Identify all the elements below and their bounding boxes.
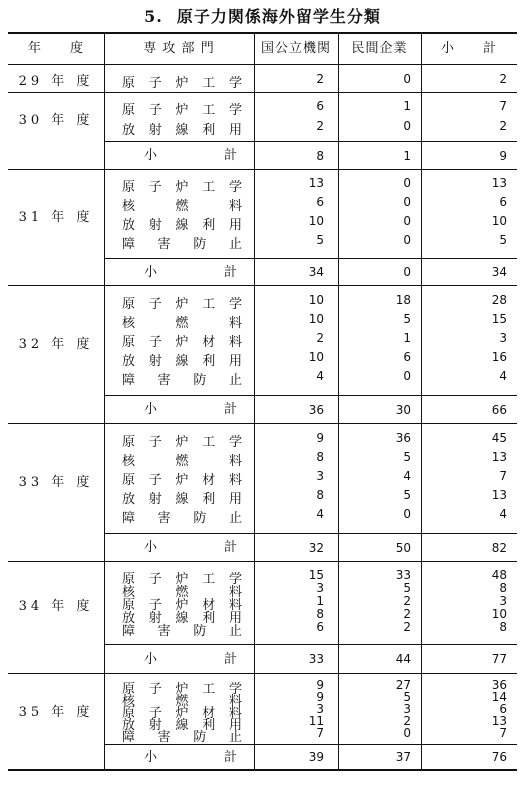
field-char: 炉 <box>175 435 189 450</box>
field-name <box>122 214 242 233</box>
year-label: 33 年 度 <box>18 475 94 490</box>
field-name <box>122 293 242 312</box>
field-char: 料 <box>228 454 242 469</box>
field-char: 用 <box>228 492 242 507</box>
public-count: 4 <box>316 369 324 383</box>
field-char: 止 <box>228 237 242 252</box>
field-char: 燃 <box>175 199 189 214</box>
public-count: 9 <box>316 690 324 704</box>
field-char: 料 <box>228 199 242 214</box>
subtotal-total: 34 <box>491 265 507 279</box>
year-label: 35 年 度 <box>18 705 94 720</box>
field-char: 材 <box>202 335 216 350</box>
subtotal-label: 計 <box>224 148 238 163</box>
subtotal-row <box>104 141 517 170</box>
field-char: 射 <box>148 123 162 138</box>
field-char: 学 <box>228 103 242 118</box>
field-char: 料 <box>228 316 242 331</box>
subtotal-public: 34 <box>308 265 324 279</box>
subtotal-label: 小 <box>144 402 158 417</box>
field-char: 利 <box>202 611 216 626</box>
public-count: 1 <box>316 594 324 608</box>
subtotal-row <box>104 258 517 286</box>
row-total: 13 <box>491 488 507 502</box>
field-name <box>122 488 242 507</box>
row-total: 7 <box>499 99 507 113</box>
row-total: 28 <box>491 293 507 307</box>
private-count: 18 <box>395 293 411 307</box>
field-char: 利 <box>202 218 216 233</box>
field-char: 原 <box>122 706 136 721</box>
field-char: 子 <box>148 706 162 721</box>
subtotal-total: 77 <box>491 652 507 666</box>
field-char: 線 <box>175 611 189 626</box>
row-total: 48 <box>491 568 507 582</box>
private-count: 0 <box>403 72 411 86</box>
field-char: 燃 <box>175 694 189 709</box>
field-char: 障 <box>122 373 136 388</box>
header-subtotal: 小 計 <box>440 41 497 56</box>
year-group <box>8 424 517 562</box>
private-count: 36 <box>395 431 411 445</box>
field-char: 核 <box>122 316 136 331</box>
field-char: 炉 <box>175 572 189 587</box>
field-char: 線 <box>175 218 189 233</box>
public-count: 3 <box>316 581 324 595</box>
field-char: 止 <box>228 511 242 526</box>
field-name <box>122 350 242 369</box>
field-char: 止 <box>228 373 242 388</box>
field-name <box>122 469 242 488</box>
field-char: 防 <box>193 624 207 639</box>
field-char: 学 <box>228 572 242 587</box>
private-count: 3 <box>403 702 411 716</box>
year-group <box>8 93 517 170</box>
row-total: 16 <box>491 350 507 364</box>
subtotal-label: 小 <box>144 750 158 765</box>
field-char: 料 <box>228 598 242 613</box>
row-total: 4 <box>499 507 507 521</box>
year-group <box>8 674 517 770</box>
row-total: 3 <box>499 594 507 608</box>
year-group <box>8 170 517 286</box>
row-total: 10 <box>491 214 507 228</box>
field-char: 工 <box>202 682 216 697</box>
private-count: 2 <box>403 714 411 728</box>
bottom-rule <box>8 770 517 771</box>
field-char: 材 <box>202 598 216 613</box>
field-name <box>122 312 242 331</box>
field-char: 原 <box>122 682 136 697</box>
public-count: 6 <box>316 99 324 113</box>
field-char: 放 <box>122 611 136 626</box>
field-char: 止 <box>228 624 242 639</box>
field-char: 炉 <box>175 473 189 488</box>
field-char: 原 <box>122 473 136 488</box>
field-char: 炉 <box>175 706 189 721</box>
year-label: 29 年 度 <box>18 74 94 89</box>
subtotal-label: 計 <box>224 402 238 417</box>
row-total: 6 <box>499 702 507 716</box>
field-char: 炉 <box>175 103 189 118</box>
public-count: 10 <box>308 312 324 326</box>
field-char: 利 <box>202 718 216 733</box>
field-char: 学 <box>228 180 242 195</box>
private-count: 5 <box>403 312 411 326</box>
field-char: 燃 <box>175 454 189 469</box>
row-total: 8 <box>499 581 507 595</box>
public-count: 10 <box>308 350 324 364</box>
field-char: 子 <box>148 435 162 450</box>
field-char: 燃 <box>175 316 189 331</box>
field-char: 材 <box>202 473 216 488</box>
field-char: 用 <box>228 718 242 733</box>
field-char: 燃 <box>175 585 189 600</box>
year-label: 31 年 度 <box>18 210 94 225</box>
subtotal-row <box>104 533 517 562</box>
header-private: 民間企業 <box>351 41 408 56</box>
field-char: 工 <box>202 180 216 195</box>
private-count: 27 <box>395 678 411 692</box>
public-count: 6 <box>316 195 324 209</box>
subtotal-public: 33 <box>308 652 324 666</box>
field-char: 放 <box>122 123 136 138</box>
subtotal-label: 計 <box>224 265 238 280</box>
public-count: 6 <box>316 620 324 634</box>
year-group <box>8 64 517 93</box>
row-total: 8 <box>499 620 507 634</box>
field-char: 炉 <box>175 598 189 613</box>
subtotal-row <box>104 644 517 674</box>
field-char: 子 <box>148 180 162 195</box>
year-label: 30 年 度 <box>18 113 94 128</box>
field-char: 放 <box>122 718 136 733</box>
private-count: 2 <box>403 594 411 608</box>
field-char: 炉 <box>175 335 189 350</box>
subtotal-total: 66 <box>491 403 507 417</box>
year-group <box>8 286 517 424</box>
field-char: 害 <box>157 373 171 388</box>
subtotal-public: 8 <box>316 149 324 163</box>
year-group <box>8 562 517 674</box>
field-name <box>122 331 242 350</box>
subtotal-total: 9 <box>499 149 507 163</box>
subtotal-label: 小 <box>144 540 158 555</box>
public-count: 11 <box>308 714 324 728</box>
field-char: 原 <box>122 435 136 450</box>
field-char: 射 <box>148 492 162 507</box>
field-char: 害 <box>157 511 171 526</box>
row-total: 6 <box>499 195 507 209</box>
field-name <box>122 176 242 195</box>
table-title-text: 原子力関係海外留学生分類 <box>176 7 381 26</box>
private-count: 6 <box>403 350 411 364</box>
private-count: 0 <box>403 369 411 383</box>
field-char: 放 <box>122 492 136 507</box>
field-char: 料 <box>228 706 242 721</box>
public-count: 9 <box>316 431 324 445</box>
row-total: 4 <box>499 369 507 383</box>
year-label: 34 年 度 <box>18 599 94 614</box>
field-char: 子 <box>148 598 162 613</box>
field-char: 学 <box>228 435 242 450</box>
field-char: 原 <box>122 297 136 312</box>
private-count: 0 <box>403 195 411 209</box>
public-count: 3 <box>316 469 324 483</box>
field-name <box>122 233 242 252</box>
public-count: 15 <box>308 568 324 582</box>
year-label: 32 年 度 <box>18 337 94 352</box>
field-char: 工 <box>202 297 216 312</box>
private-count: 0 <box>403 233 411 247</box>
subtotal-label: 小 <box>144 148 158 163</box>
field-char: 用 <box>228 354 242 369</box>
private-count: 1 <box>403 331 411 345</box>
header-public: 国公立機関 <box>260 41 331 56</box>
field-char: 用 <box>228 218 242 233</box>
field-char: 炉 <box>175 297 189 312</box>
field-char: 子 <box>148 103 162 118</box>
row-total: 3 <box>499 331 507 345</box>
field-char: 線 <box>175 354 189 369</box>
row-total: 5 <box>499 233 507 247</box>
public-count: 2 <box>316 72 324 86</box>
private-count: 5 <box>403 488 411 502</box>
row-total: 36 <box>491 678 507 692</box>
field-char: 障 <box>122 511 136 526</box>
private-count: 0 <box>403 726 411 740</box>
field-char: 射 <box>148 718 162 733</box>
row-total: 2 <box>499 72 507 86</box>
subtotal-private: 50 <box>395 541 411 555</box>
field-name <box>122 195 242 214</box>
field-char: 工 <box>202 435 216 450</box>
field-char: 障 <box>122 624 136 639</box>
public-count: 9 <box>316 678 324 692</box>
subtotal-total: 76 <box>491 750 507 764</box>
header-year: 年 度 <box>27 41 84 56</box>
public-count: 2 <box>316 331 324 345</box>
field-char: 原 <box>122 335 136 350</box>
subtotal-row <box>104 395 517 424</box>
field-char: 止 <box>228 730 242 745</box>
field-char: 原 <box>122 180 136 195</box>
field-char: 射 <box>148 218 162 233</box>
field-char: 子 <box>148 76 162 91</box>
public-count: 3 <box>316 702 324 716</box>
private-count: 0 <box>403 507 411 521</box>
field-char: 害 <box>157 624 171 639</box>
field-char: 料 <box>228 694 242 709</box>
field-char: 原 <box>122 103 136 118</box>
field-char: 炉 <box>175 180 189 195</box>
field-char: 核 <box>122 694 136 709</box>
field-name <box>122 620 242 639</box>
field-name <box>122 450 242 469</box>
private-count: 5 <box>403 581 411 595</box>
public-count: 13 <box>308 176 324 190</box>
field-char: 利 <box>202 123 216 138</box>
field-char: 利 <box>202 354 216 369</box>
field-char: 子 <box>148 297 162 312</box>
private-count: 0 <box>403 214 411 228</box>
private-count: 0 <box>403 119 411 133</box>
private-count: 0 <box>403 176 411 190</box>
subtotal-label: 計 <box>224 750 238 765</box>
field-char: 線 <box>175 492 189 507</box>
subtotal-label: 計 <box>224 652 238 667</box>
field-char: 害 <box>157 730 171 745</box>
field-char: 炉 <box>175 682 189 697</box>
private-count: 4 <box>403 469 411 483</box>
field-char: 料 <box>228 585 242 600</box>
field-char: 射 <box>148 611 162 626</box>
row-total: 13 <box>491 714 507 728</box>
row-total: 10 <box>491 607 507 621</box>
private-count: 1 <box>403 99 411 113</box>
field-char: 子 <box>148 473 162 488</box>
table-title <box>0 4 525 27</box>
field-char: 工 <box>202 76 216 91</box>
subtotal-row <box>104 744 517 770</box>
field-char: 用 <box>228 123 242 138</box>
public-count: 5 <box>316 233 324 247</box>
field-name <box>122 369 242 388</box>
field-char: 学 <box>228 682 242 697</box>
row-total: 45 <box>491 431 507 445</box>
header-field: 専 攻 部 門 <box>143 41 215 56</box>
public-count: 8 <box>316 450 324 464</box>
table-number: 5. <box>144 7 163 26</box>
public-count: 8 <box>316 488 324 502</box>
field-char: 子 <box>148 335 162 350</box>
field-char: 原 <box>122 572 136 587</box>
field-char: 核 <box>122 454 136 469</box>
subtotal-private: 0 <box>403 265 411 279</box>
subtotal-label: 計 <box>224 540 238 555</box>
field-char: 放 <box>122 218 136 233</box>
subtotal-label: 小 <box>144 652 158 667</box>
field-char: 防 <box>193 511 207 526</box>
public-count: 7 <box>316 726 324 740</box>
field-char: 射 <box>148 354 162 369</box>
subtotal-private: 44 <box>395 652 411 666</box>
field-char: 原 <box>122 598 136 613</box>
field-char: 防 <box>193 237 207 252</box>
field-char: 利 <box>202 492 216 507</box>
field-char: 放 <box>122 354 136 369</box>
field-name <box>122 726 242 745</box>
field-char: 料 <box>228 335 242 350</box>
field-char: 障 <box>122 237 136 252</box>
field-char: 原 <box>122 76 136 91</box>
field-char: 防 <box>193 730 207 745</box>
field-char: 炉 <box>175 76 189 91</box>
private-count: 5 <box>403 450 411 464</box>
field-char: 線 <box>175 123 189 138</box>
row-total: 7 <box>499 726 507 740</box>
private-count: 2 <box>403 607 411 621</box>
subtotal-public: 36 <box>308 403 324 417</box>
public-count: 4 <box>316 507 324 521</box>
field-char: 工 <box>202 103 216 118</box>
row-total: 14 <box>491 690 507 704</box>
field-char: 用 <box>228 611 242 626</box>
subtotal-private: 30 <box>395 403 411 417</box>
field-char: 学 <box>228 76 242 91</box>
field-name <box>122 119 242 138</box>
row-total: 2 <box>499 119 507 133</box>
private-count: 2 <box>403 620 411 634</box>
subtotal-private: 1 <box>403 149 411 163</box>
field-char: 子 <box>148 682 162 697</box>
subtotal-label: 小 <box>144 265 158 280</box>
field-char: 材 <box>202 706 216 721</box>
field-char: 害 <box>157 237 171 252</box>
field-name <box>122 431 242 450</box>
field-char: 障 <box>122 730 136 745</box>
field-char: 料 <box>228 473 242 488</box>
field-char: 学 <box>228 297 242 312</box>
public-count: 2 <box>316 119 324 133</box>
row-total: 15 <box>491 312 507 326</box>
subtotal-private: 37 <box>395 750 411 764</box>
field-char: 工 <box>202 572 216 587</box>
subtotal-public: 32 <box>308 541 324 555</box>
private-count: 5 <box>403 690 411 704</box>
row-total: 7 <box>499 469 507 483</box>
field-name <box>122 72 242 91</box>
row-total: 13 <box>491 450 507 464</box>
field-char: 防 <box>193 373 207 388</box>
private-count: 33 <box>395 568 411 582</box>
public-count: 10 <box>308 293 324 307</box>
row-total: 13 <box>491 176 507 190</box>
field-char: 線 <box>175 718 189 733</box>
table-header <box>8 34 517 65</box>
field-name <box>122 99 242 118</box>
public-count: 8 <box>316 607 324 621</box>
subtotal-public: 39 <box>308 750 324 764</box>
subtotal-total: 82 <box>491 541 507 555</box>
field-char: 核 <box>122 199 136 214</box>
field-char: 核 <box>122 585 136 600</box>
field-name <box>122 507 242 526</box>
public-count: 10 <box>308 214 324 228</box>
field-char: 子 <box>148 572 162 587</box>
